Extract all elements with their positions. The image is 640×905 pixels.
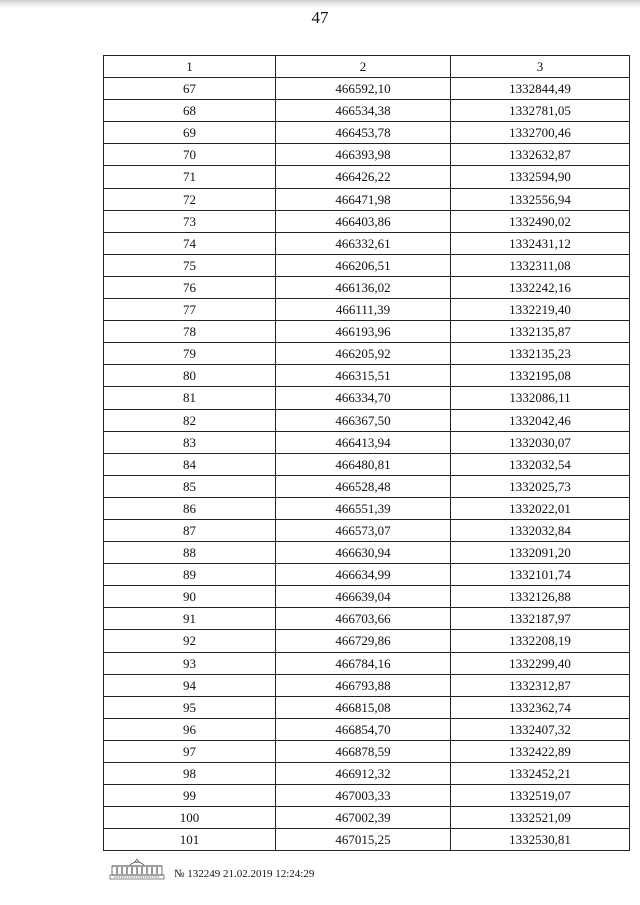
- y-coordinate-cell: 1332530,81: [451, 829, 630, 851]
- x-coordinate-cell: 466639,04: [276, 586, 451, 608]
- table-body: [104, 78, 630, 851]
- point-number-cell: 94: [104, 674, 276, 696]
- y-coordinate-cell: 1332311,08: [451, 254, 630, 276]
- x-coordinate-cell: 466367,50: [276, 409, 451, 431]
- y-coordinate-cell: 1332422,89: [451, 740, 630, 762]
- y-coordinate-cell: 1332362,74: [451, 696, 630, 718]
- x-coordinate-cell: 466815,08: [276, 696, 451, 718]
- y-coordinate-cell: 1332101,74: [451, 564, 630, 586]
- x-coordinate-cell: 466793,88: [276, 674, 451, 696]
- x-coordinate-cell: 466206,51: [276, 254, 451, 276]
- point-number-cell: 80: [104, 365, 276, 387]
- table-row: [104, 674, 630, 696]
- point-number-cell: 67: [104, 78, 276, 100]
- point-number-cell: 73: [104, 210, 276, 232]
- x-coordinate-cell: 466912,32: [276, 763, 451, 785]
- y-coordinate-cell: 1332187,97: [451, 608, 630, 630]
- y-coordinate-cell: 1332032,54: [451, 453, 630, 475]
- x-coordinate-cell: 466453,78: [276, 122, 451, 144]
- y-coordinate-cell: 1332519,07: [451, 785, 630, 807]
- point-number-cell: 84: [104, 453, 276, 475]
- table-header: [104, 56, 630, 78]
- point-number-cell: 91: [104, 608, 276, 630]
- y-coordinate-cell: 1332208,19: [451, 630, 630, 652]
- table-row: [104, 630, 630, 652]
- x-coordinate-cell: 467015,25: [276, 829, 451, 851]
- column-header-3: 3: [451, 56, 630, 78]
- point-number-cell: 92: [104, 630, 276, 652]
- y-coordinate-cell: 1332594,90: [451, 166, 630, 188]
- y-coordinate-cell: 1332219,40: [451, 299, 630, 321]
- y-coordinate-cell: 1332452,21: [451, 763, 630, 785]
- point-number-cell: 98: [104, 763, 276, 785]
- table-row: [104, 254, 630, 276]
- point-number-cell: 69: [104, 122, 276, 144]
- table-row: [104, 210, 630, 232]
- table-row: [104, 343, 630, 365]
- table-row: [104, 144, 630, 166]
- table-row: [104, 785, 630, 807]
- table-row: [104, 718, 630, 740]
- point-number-cell: 79: [104, 343, 276, 365]
- y-coordinate-cell: 1332700,46: [451, 122, 630, 144]
- coordinates-table: [103, 55, 630, 851]
- y-coordinate-cell: 1332091,20: [451, 542, 630, 564]
- x-coordinate-cell: 466528,48: [276, 475, 451, 497]
- point-number-cell: 97: [104, 740, 276, 762]
- table-row: [104, 829, 630, 851]
- point-number-cell: 78: [104, 321, 276, 343]
- table-row: [104, 232, 630, 254]
- table-row: [104, 387, 630, 409]
- x-coordinate-cell: 466854,70: [276, 718, 451, 740]
- table-row: [104, 586, 630, 608]
- y-coordinate-cell: 1332195,08: [451, 365, 630, 387]
- y-coordinate-cell: 1332086,11: [451, 387, 630, 409]
- scan-edge-artifact: [0, 0, 640, 8]
- x-coordinate-cell: 466413,94: [276, 431, 451, 453]
- x-coordinate-cell: 466592,10: [276, 78, 451, 100]
- point-number-cell: 89: [104, 564, 276, 586]
- column-header-2: 2: [276, 56, 451, 78]
- point-number-cell: 71: [104, 166, 276, 188]
- x-coordinate-cell: 466878,59: [276, 740, 451, 762]
- y-coordinate-cell: 1332299,40: [451, 652, 630, 674]
- table-row: [104, 475, 630, 497]
- point-number-cell: 86: [104, 497, 276, 519]
- x-coordinate-cell: 466630,94: [276, 542, 451, 564]
- point-number-cell: 88: [104, 542, 276, 564]
- point-number-cell: 77: [104, 299, 276, 321]
- y-coordinate-cell: 1332312,87: [451, 674, 630, 696]
- point-number-cell: 85: [104, 475, 276, 497]
- y-coordinate-cell: 1332135,23: [451, 343, 630, 365]
- x-coordinate-cell: 466729,86: [276, 630, 451, 652]
- point-number-cell: 87: [104, 519, 276, 541]
- table-row: [104, 188, 630, 210]
- x-coordinate-cell: 466471,98: [276, 188, 451, 210]
- x-coordinate-cell: 466634,99: [276, 564, 451, 586]
- point-number-cell: 83: [104, 431, 276, 453]
- x-coordinate-cell: 466193,96: [276, 321, 451, 343]
- x-coordinate-cell: 466315,51: [276, 365, 451, 387]
- table-row: [104, 564, 630, 586]
- table-row: [104, 696, 630, 718]
- y-coordinate-cell: 1332135,87: [451, 321, 630, 343]
- table-row: [104, 100, 630, 122]
- point-number-cell: 90: [104, 586, 276, 608]
- x-coordinate-cell: 466426,22: [276, 166, 451, 188]
- x-coordinate-cell: 466551,39: [276, 497, 451, 519]
- point-number-cell: 95: [104, 696, 276, 718]
- x-coordinate-cell: 466784,16: [276, 652, 451, 674]
- x-coordinate-cell: 466111,39: [276, 299, 451, 321]
- table-row: [104, 299, 630, 321]
- x-coordinate-cell: 466136,02: [276, 276, 451, 298]
- table-row: [104, 763, 630, 785]
- x-coordinate-cell: 466534,38: [276, 100, 451, 122]
- y-coordinate-cell: 1332022,01: [451, 497, 630, 519]
- point-number-cell: 81: [104, 387, 276, 409]
- y-coordinate-cell: 1332025,73: [451, 475, 630, 497]
- parliament-building-icon: [108, 858, 166, 880]
- point-number-cell: 82: [104, 409, 276, 431]
- footer: [108, 858, 628, 882]
- y-coordinate-cell: 1332032,84: [451, 519, 630, 541]
- point-number-cell: 74: [104, 232, 276, 254]
- y-coordinate-cell: 1332490,02: [451, 210, 630, 232]
- point-number-cell: 72: [104, 188, 276, 210]
- table-row: [104, 453, 630, 475]
- y-coordinate-cell: 1332556,94: [451, 188, 630, 210]
- point-number-cell: 100: [104, 807, 276, 829]
- x-coordinate-cell: 466334,70: [276, 387, 451, 409]
- point-number-cell: 76: [104, 276, 276, 298]
- header-row: [104, 56, 630, 78]
- page-number: 47: [311, 8, 329, 27]
- y-coordinate-cell: 1332781,05: [451, 100, 630, 122]
- y-coordinate-cell: 1332030,07: [451, 431, 630, 453]
- point-number-cell: 96: [104, 718, 276, 740]
- table-row: [104, 542, 630, 564]
- x-coordinate-cell: 466703,66: [276, 608, 451, 630]
- table-row: [104, 276, 630, 298]
- point-number-cell: 99: [104, 785, 276, 807]
- table-row: [104, 652, 630, 674]
- point-number-cell: 93: [104, 652, 276, 674]
- point-number-cell: 70: [104, 144, 276, 166]
- table-row: [104, 608, 630, 630]
- x-coordinate-cell: 467002,39: [276, 807, 451, 829]
- point-number-cell: 101: [104, 829, 276, 851]
- x-coordinate-cell: 466205,92: [276, 343, 451, 365]
- x-coordinate-cell: 467003,33: [276, 785, 451, 807]
- table-row: [104, 365, 630, 387]
- x-coordinate-cell: 466480,81: [276, 453, 451, 475]
- table-row: [104, 519, 630, 541]
- point-number-cell: 75: [104, 254, 276, 276]
- y-coordinate-cell: 1332126,88: [451, 586, 630, 608]
- y-coordinate-cell: 1332431,12: [451, 232, 630, 254]
- registration-number: № 132249 21.02.2019 12:24:29: [174, 868, 315, 880]
- table-row: [104, 409, 630, 431]
- table-row: [104, 807, 630, 829]
- point-number-cell: 68: [104, 100, 276, 122]
- x-coordinate-cell: 466573,07: [276, 519, 451, 541]
- x-coordinate-cell: 466393,98: [276, 144, 451, 166]
- x-coordinate-cell: 466332,61: [276, 232, 451, 254]
- table-row: [104, 122, 630, 144]
- y-coordinate-cell: 1332407,32: [451, 718, 630, 740]
- table-row: [104, 321, 630, 343]
- x-coordinate-cell: 466403,86: [276, 210, 451, 232]
- y-coordinate-cell: 1332844,49: [451, 78, 630, 100]
- y-coordinate-cell: 1332632,87: [451, 144, 630, 166]
- table-row: [104, 78, 630, 100]
- column-header-1: 1: [104, 56, 276, 78]
- table-row: [104, 740, 630, 762]
- table-row: [104, 431, 630, 453]
- y-coordinate-cell: 1332242,16: [451, 276, 630, 298]
- table-row: [104, 166, 630, 188]
- y-coordinate-cell: 1332521,09: [451, 807, 630, 829]
- table-row: [104, 497, 630, 519]
- y-coordinate-cell: 1332042,46: [451, 409, 630, 431]
